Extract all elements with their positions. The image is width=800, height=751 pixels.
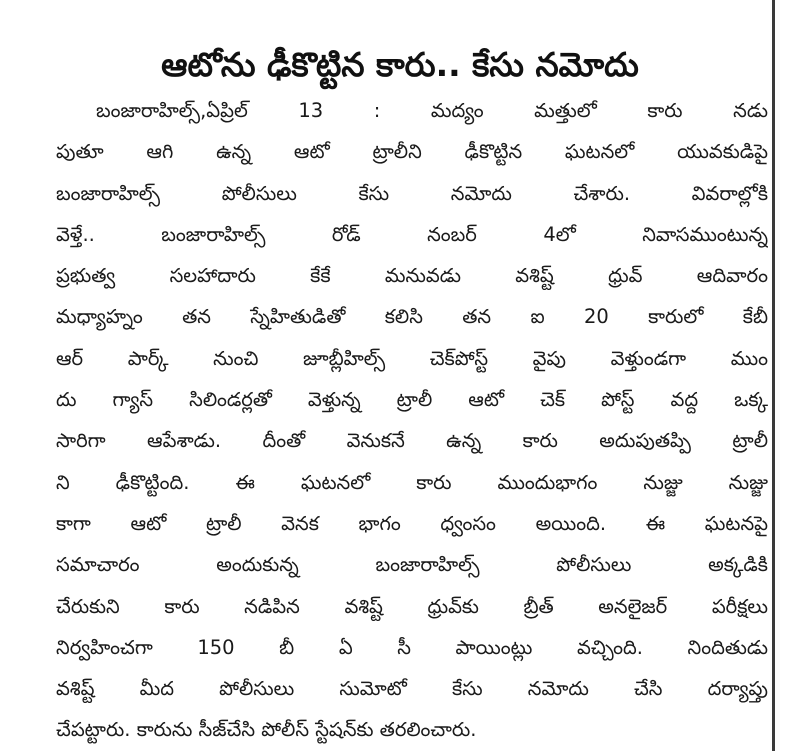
article-line: ని ఢీకొట్టింది. ఈ ఘటనలో కారు ముందుభాగం నుజ్జు నుజ్జు [56, 470, 768, 494]
article-line: బంజారాహిల్స్,ఏప్రిల్ 13 : మద్యం మత్తులో కారు నడు [96, 99, 768, 122]
column-rule [772, 0, 775, 751]
clipped-top-text [390, 0, 520, 6]
article-line: ఆర్ పార్క్ నుంచి జూబ్లీహిల్స్ చెక్‌పోస్ట్ వైపు వెళ్తుండగా ముం [56, 346, 768, 370]
article-line: దు గ్యాస్ సిలిండర్లతో వెళ్తున్న ట్రాలీ ఆటో చెక్ పోస్ట్ వద్ద ఒక్క [56, 388, 768, 412]
article-line: చేరుకుని కారు నడిపిన వశిష్ట్ ధ్రువ్‌కు బ్రీత్ అనలైజర్ పరీక్షలు [56, 594, 768, 618]
article-line: వశిష్ట్ మీద పోలీసులు సుమోటో కేసు నమోదు చేసి దర్యాప్తు [56, 677, 768, 701]
article-line: బంజారాహిల్స్ పోలీసులు కేసు నమోదు చేశారు. వివరాల్లోకి [56, 181, 768, 205]
article-line: ప్రభుత్వ సలహాదారు కేకే మనువడు వశిష్ట్ ధ్రువ్ ఆదివారం [56, 264, 768, 288]
article-line: సమాచారం అందుకున్న బంజారాహిల్స్ పోలీసులు అక్కడికి [56, 553, 768, 577]
headline: ఆటోను ఢీకొట్టిన కారు.. కేసు నమోదు [161, 45, 639, 85]
article-line: కాగా ఆటో ట్రాలీ వెనక భాగం ధ్వంసం అయింది. ఈ ఘటనపై [56, 511, 768, 535]
article-line: సారిగా ఆపేశాడు. దీంతో వెనుకనే ఉన్న కారు అదుపుతప్పి ట్రాలీ [56, 429, 768, 453]
article-line: వెళ్తే.. బంజారాహిల్స్ రోడ్ నంబర్ 4లో నివాసముంటున్న [56, 222, 768, 246]
article-line: చేపట్టారు. కారును సీజ్‌చేసి పోలీస్ స్టేషన్‌కు తరలించారు. [56, 718, 477, 742]
article-body [56, 90, 768, 751]
article-line: మధ్యాహ్నం తన స్నేహితుడితో కలిసి తన ఐ 20 కారులో కేబీ [56, 305, 768, 329]
article-line: నిర్వహించగా 150 బీ ఏ సీ పాయింట్లు వచ్చింది. నిందితుడు [56, 635, 768, 659]
article-line: పుతూ ఆగి ఉన్న ఆటో ట్రాలీని ఢీకొట్టిన ఘటనలో యువకుడిపై [56, 140, 768, 164]
